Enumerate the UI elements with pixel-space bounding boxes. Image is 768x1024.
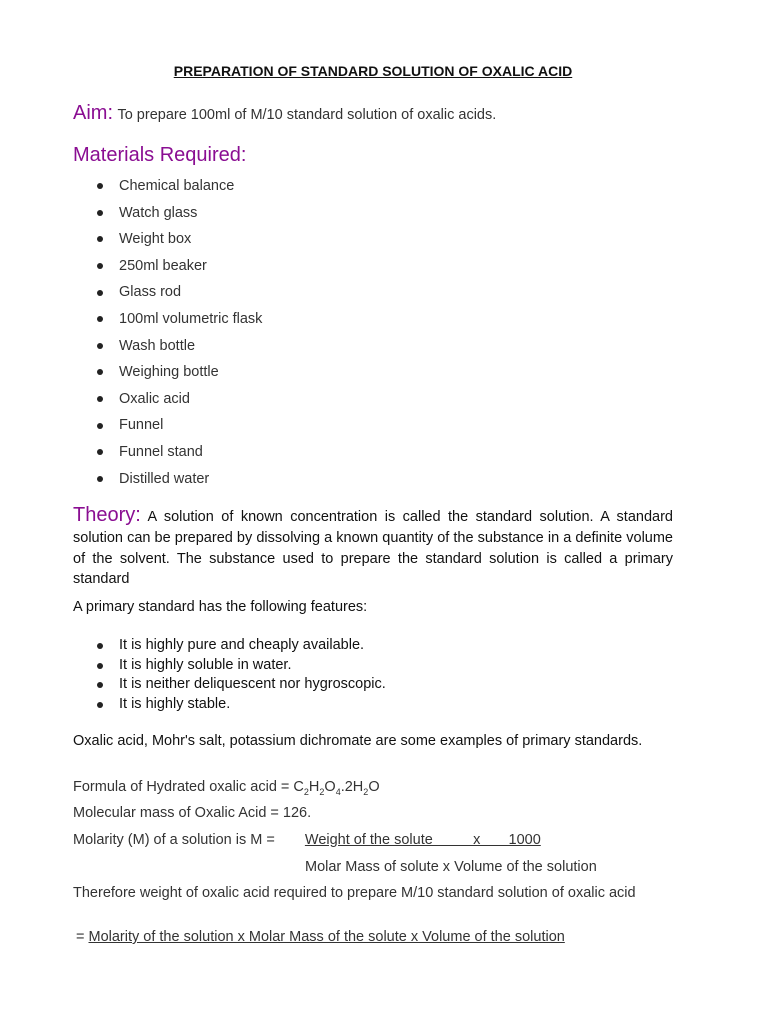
- page-title: PREPARATION OF STANDARD SOLUTION OF OXALIC ACID: [173, 63, 573, 79]
- material-label: Funnel: [119, 417, 164, 434]
- bullet-icon: [97, 290, 103, 296]
- list-item: [0, 636, 386, 656]
- formula-part: O: [368, 779, 380, 795]
- aim-heading: Aim:: [73, 102, 113, 124]
- bullet-icon: [97, 396, 103, 402]
- bullet-icon: [97, 343, 103, 349]
- feature-label: It is highly soluble in water.: [119, 656, 292, 673]
- bullet-icon: [97, 643, 103, 649]
- list-item: [0, 675, 386, 695]
- bullet-icon: [97, 369, 103, 375]
- bullet-icon: [97, 236, 103, 242]
- result-line: [76, 929, 565, 945]
- list-item: [0, 412, 262, 439]
- formula-part: C: [293, 779, 304, 795]
- theory-paragraph: [73, 505, 673, 590]
- bullet-icon: [97, 702, 103, 708]
- aim-text: To prepare 100ml of M/10 standard solution of oxalic acids.: [117, 107, 497, 123]
- bullet-icon: [97, 183, 103, 189]
- materials-heading: Materials Required:: [73, 144, 247, 166]
- material-label: 100ml volumetric flask: [119, 310, 263, 327]
- result-expression: Molarity of the solution x Molar Mass of the solute x Volume of the solution: [88, 929, 565, 945]
- bullet-icon: [97, 316, 103, 322]
- formula-subscript: 2: [303, 786, 309, 797]
- list-item: [0, 253, 262, 280]
- molarity-denominator: Molar Mass of solute x Volume of the solution: [305, 859, 597, 875]
- material-label: Glass rod: [119, 284, 182, 301]
- theory-text: A solution of known concentration is called the standard solution. A standard solution can be prepared by dissolving a known quantity of the substance in a definite volume of the solvent. The substance used to prepare the standard solution is called a primary standard: [73, 509, 673, 588]
- therefore-line: Therefore weight of oxalic acid required to prepare M/10 standard solution of oxalic acid: [73, 885, 636, 901]
- formula-part: H: [308, 779, 320, 795]
- list-item: [0, 386, 262, 413]
- feature-label: It is highly stable.: [119, 696, 231, 713]
- formula-label: Formula of Hydrated oxalic acid =: [73, 779, 294, 795]
- bullet-icon: [97, 263, 103, 269]
- result-prefix: =: [76, 929, 89, 945]
- material-label: Wash bottle: [119, 337, 196, 354]
- molarity-numerator: Weight of the solute x 1000: [304, 832, 541, 848]
- list-item: [0, 306, 262, 333]
- list-item: [0, 173, 262, 200]
- list-item: [0, 333, 262, 360]
- material-label: Weighing bottle: [119, 364, 219, 381]
- bullet-icon: [97, 476, 103, 482]
- material-label: Chemical balance: [119, 178, 235, 194]
- list-item: [0, 359, 262, 386]
- formula-subscript: 4: [335, 786, 341, 797]
- formula-part: .2H: [340, 779, 364, 795]
- formula-subscript: 2: [363, 786, 369, 797]
- formula-line: [73, 779, 380, 797]
- material-label: Distilled water: [119, 470, 210, 487]
- features-list: [0, 636, 386, 715]
- material-label: Weight box: [119, 231, 192, 248]
- formula-part: O: [324, 779, 336, 795]
- material-label: 250ml beaker: [119, 257, 207, 274]
- aim-section: [73, 102, 496, 125]
- bullet-icon: [97, 423, 103, 429]
- feature-label: It is neither deliquescent nor hygroscopic.: [119, 676, 386, 693]
- bullet-icon: [97, 449, 103, 455]
- list-item: [0, 439, 262, 466]
- bullet-icon: [97, 210, 103, 216]
- bullet-icon: [97, 682, 103, 688]
- list-item: [0, 200, 262, 227]
- features-intro: A primary standard has the following features:: [73, 599, 368, 615]
- materials-list: [0, 173, 262, 492]
- list-item: [0, 656, 386, 676]
- examples-paragraph: Oxalic acid, Mohr's salt, potassium dichromate are some examples of primary standards.: [73, 733, 643, 749]
- molecular-mass-line: Molecular mass of Oxalic Acid = 126.: [73, 805, 312, 821]
- theory-heading: Theory:: [73, 504, 141, 526]
- list-item: [0, 226, 262, 253]
- list-item: [0, 695, 386, 715]
- material-label: Oxalic acid: [119, 390, 190, 407]
- list-item: [0, 466, 262, 493]
- molarity-label: Molarity (M) of a solution is M =: [73, 832, 275, 848]
- molarity-line: [73, 832, 541, 848]
- bullet-icon: [97, 663, 103, 669]
- material-label: Watch glass: [119, 204, 198, 221]
- material-label: Funnel stand: [119, 443, 203, 460]
- list-item: [0, 279, 262, 306]
- feature-label: It is highly pure and cheaply available.: [119, 637, 365, 653]
- formula-subscript: 2: [319, 786, 325, 797]
